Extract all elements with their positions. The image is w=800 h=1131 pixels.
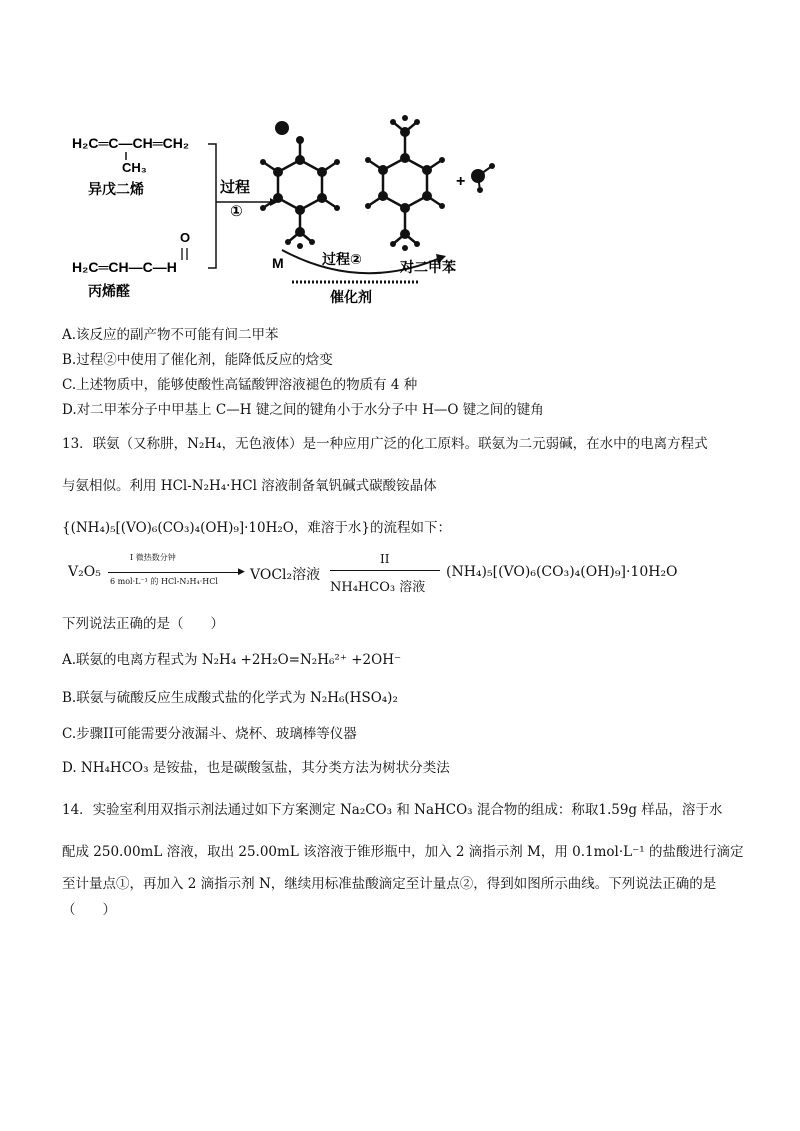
flow-start: V₂O₅ — [68, 564, 101, 580]
q13-question: 下列说法正确的是（ ） — [62, 616, 224, 632]
q13-intro2: 与氨相似。利用 HCl-N₂H₄·HCl 溶液制备氧钒碱式碳酸铵晶体 — [62, 478, 437, 494]
plus-sign: + — [456, 173, 466, 190]
process2-label: 过程② — [322, 251, 362, 267]
flow-end: (NH₄)₅[(VO)₆(CO₃)₄(OH)₉]·10H₂O — [446, 564, 678, 580]
q14-number: 14． — [62, 802, 93, 818]
process1-label: 过程 — [220, 179, 251, 196]
q14-line4: （ ） — [62, 902, 116, 918]
bracket — [208, 144, 216, 268]
q13-intro — [62, 432, 708, 452]
q13-formula-line: {(NH₄)₅[(VO)₆(CO₃)₄(OH)₉]·10H₂O，难溶于水}的流程如下： — [62, 520, 451, 536]
acrolein-name: 丙烯醛 — [88, 283, 130, 299]
step2-line — [330, 570, 440, 571]
q13-intro-text: 联氨（又称肼，N₂H₄，无色液体）是一种应用广泛的化工原料。联氨为二元弱碱，在水中的电离方程式 — [92, 436, 708, 452]
q13-option-d: D. NH₄HCO₃ 是铵盐，也是碳酸氢盐，其分类方法为树状分类法 — [62, 760, 450, 776]
step2-bottom: NH₄HCO₃ 溶液 — [330, 580, 426, 595]
q14-line3: 至计量点①，再加入 2 滴指示剂 N，继续用标准盐酸滴定至计量点②，得到如图所示曲线。下列说法正确的是 — [62, 876, 717, 892]
q12-option-c: C.上述物质中，能够使酸性高锰酸钾溶液褪色的物质有 4 种 — [62, 377, 418, 393]
product-label: 对二甲苯 — [400, 259, 456, 275]
isoprene-name: 异戊二烯 — [88, 181, 144, 197]
intermediate-atoms — [260, 121, 340, 249]
m-label: M — [272, 255, 284, 271]
p-xylene-atoms — [365, 115, 445, 251]
step1-arrowhead: ▶ — [238, 567, 245, 577]
q14-line2: 配成 250.00mL 溶液，取出 25.00mL 该溶液于锥形瓶中，加入 2 滴指示剂 M，用 0.1mol·L⁻¹ 的盐酸进行滴定 — [62, 844, 744, 860]
isoprene-methyl: CH₃ — [122, 160, 147, 175]
acrolein-formula: H₂C═CH—C—H — [72, 259, 177, 275]
step1-bottom: 6 mol·L⁻¹ 的 HCl-N₂H₄·HCl — [110, 577, 218, 586]
q14-line1 — [62, 798, 722, 818]
q13-number: 13． — [62, 436, 93, 452]
q13-flow — [68, 552, 728, 596]
q13-option-a: A.联氨的电离方程式为 N₂H₄ +2H₂O=N₂H₆²⁺ +2OH⁻ — [62, 652, 402, 668]
step1-arrow — [108, 572, 242, 573]
p-xylene-molecule — [368, 122, 442, 244]
q13-option-c: C.步骤II可能需要分液漏斗、烧杯、玻璃棒等仪器 — [62, 726, 357, 742]
isoprene-formula: H₂C═C—CH═CH₂ — [72, 135, 190, 151]
reaction-figure — [60, 110, 520, 310]
step2-top: II — [380, 552, 390, 566]
q13-option-b: B.联氨与硫酸反应生成酸式盐的化学式为 N₂H₆(HSO₄)₂ — [62, 690, 398, 706]
q12-option-d: D.对二甲苯分子中甲基上 C—H 键之间的键角小于水分子中 H—O 键之间的键角 — [62, 402, 544, 418]
process1-number: ① — [230, 203, 243, 220]
water-molecule — [471, 163, 495, 193]
step1-top: I 微热数分钟 — [130, 553, 176, 562]
q14-line1-text: 实验室利用双指示剂法通过如下方案测定 Na₂CO₃ 和 NaHCO₃ 混合物的组成：称取1.59g 样品，溶于水 — [92, 802, 723, 818]
acrolein-o: O — [180, 230, 191, 245]
catalyst-label: 催化剂 — [330, 289, 372, 305]
flow-mid: VOCl₂溶液 — [250, 567, 321, 583]
q12-option-a: A.该反应的副产物不可能有间二甲苯 — [62, 327, 279, 343]
q12-option-b: B.过程②中使用了催化剂，能降低反应的焓变 — [62, 352, 333, 368]
reaction-diagram — [60, 110, 520, 310]
